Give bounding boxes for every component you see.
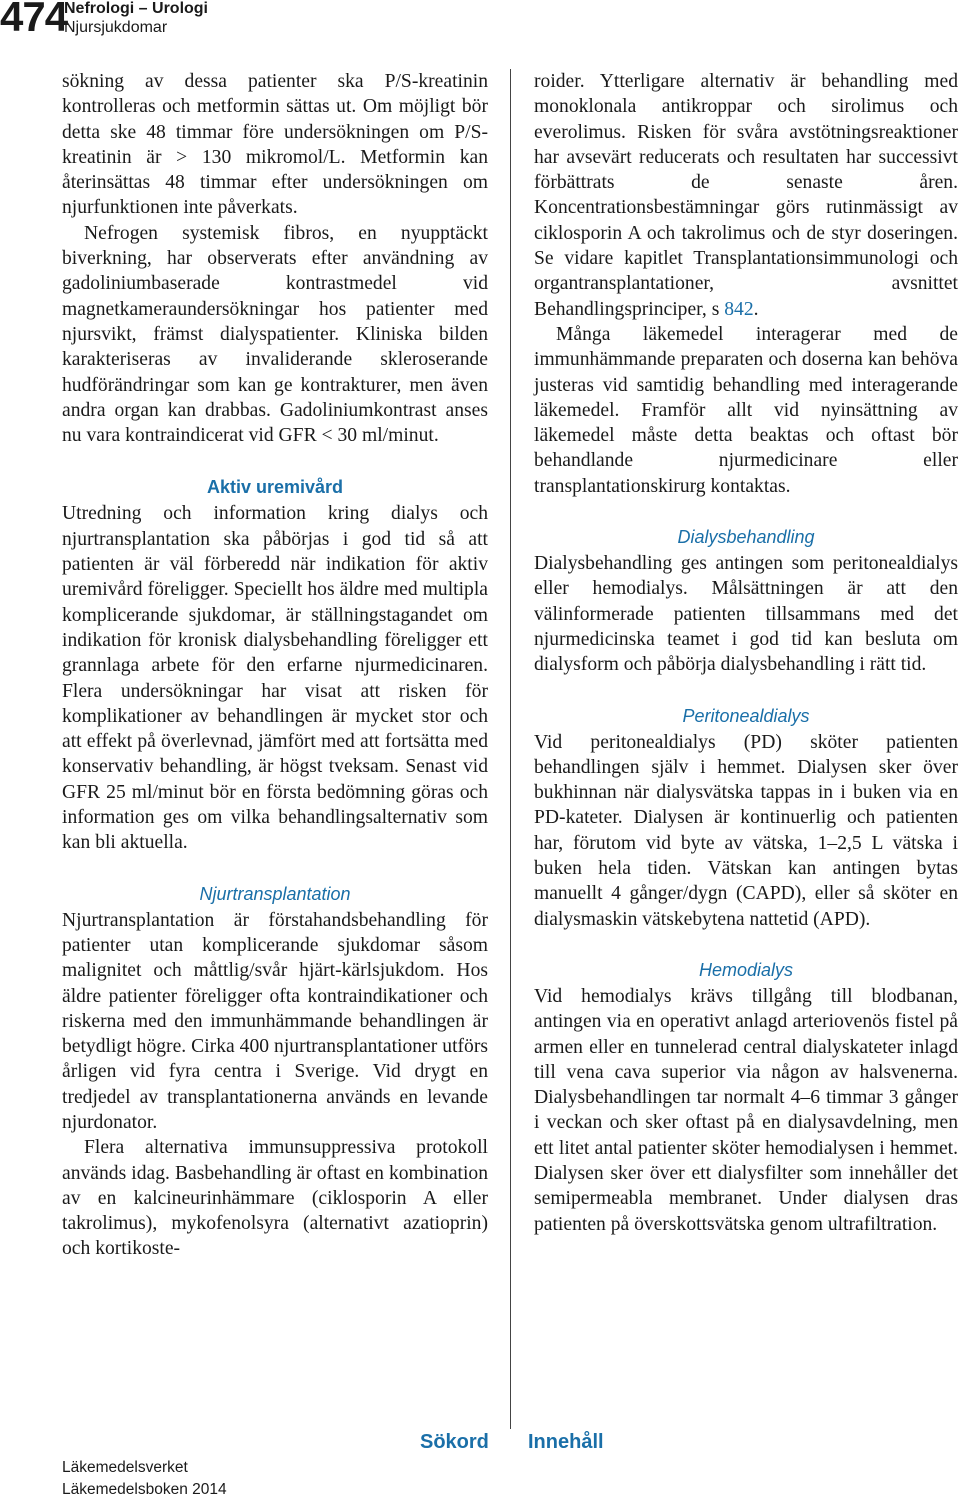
page-number: 474 bbox=[0, 0, 68, 40]
paragraph: Utredning och information kring dialys och njurtransplantation ska påbörjas i god tid så att patienten är väl förberedd när indikation för aktiv uremivård föreligger. Speciellt hos äldre med multipla komplicerande sjukdomar, är ställningstagandet om indikation för kronisk dialysbehandling föreligger ett grannlaga arbete för den erfarne njurmedicinaren. Flera undersökningar har visat att risken för komplikationer av behandlingen är mycket stor och att effekt på överlevnad, jämfört med att fortsätta med konservativ behandling, är högst tveksam. Senast vid GFR 25 ml/minut bör en första bedömning göras och information ges om vilka behandlingsalternativ som kan bli aktuella. bbox=[62, 503, 488, 854]
paragraph: Njurtransplantation är förstahandsbehandling för patienter utan komplicerande sjukdomar såsom malignitet och måttlig/svår hjärt-kärlsjukdom. Hos äldre patienter föreligger ofta kontraindikationer och riskerna med den immunhämmande behandlingen är betydligt högre. Cirka 400 njurtransplantationer utförs årligen vid fyra centra i Sverige. Vid drygt en tredjedel av transplantationerna används en levande njurdonator. bbox=[62, 909, 488, 1133]
paragraph bbox=[534, 69, 958, 322]
paragraph-text: . bbox=[753, 298, 759, 320]
section-heading-hemodialys: Hemodialys bbox=[698, 959, 794, 980]
chapter-subtitle: Njursjukdomar bbox=[64, 19, 168, 36]
paragraph: Många läkemedel interagerar med de immunhämmande preparaten och doserna kan behöva justeras vid samtidig behandling med interagerande läkemedel. Framför allt vid nyinsättning av läkemedel måste detta beaktas och oftast bör behandlande njurmedicinare eller transplantationskirurg kontaktas. bbox=[534, 323, 958, 497]
chapter-title: Nefrologi – Urologi bbox=[64, 0, 208, 17]
page-header bbox=[0, 0, 960, 44]
footer-publisher bbox=[62, 1457, 227, 1501]
sokord-link[interactable]: Sökord bbox=[420, 1431, 489, 1453]
paragraph: Nefrogen systemisk fibros, en nyupptäckt biverkning, har observerats efter användning av gadoliniumbaserade kontrastmedel vid magnetkameraundersökningar hos patienter med njursvikt, främst dialyspatienter. Kliniska bilden karakteriseras av invaliderande skleroserande hudförändringar som kan ge kontrakturer, men även andra organ kan drabbas. Gadoliniumkontrast anses nu vara kontraindicerat vid GFR < 30 ml/minut. bbox=[62, 222, 488, 447]
paragraph: Flera alternativa immunsuppressiva protokoll används idag. Basbehandling är oftast en kombination av en kalcineurinhämmare (ciklosporin A eller takrolimus), mykofenolsyra (alternativt azatioprin) och kortikoste- bbox=[62, 1137, 488, 1260]
right-column bbox=[534, 69, 958, 1237]
paragraph: Dialysbehandling ges antingen som peritonealdialys eller hemodialys. Målsättningen är att den välinformerade patienten tillsammans med det njurmedicinska teamet i god tid kan besluta om dialysform och påbörja dialysbehandling i rätt tid. bbox=[534, 553, 958, 676]
paragraph-text: roider. Ytterligare alternativ är behandling med monoklonala antikroppar och sirolimus och everolimus. Risken för svåra avstötningsreaktioner har avsevärt reducerats och resultaten har successivt förbättrats de senaste åren. Koncentrationsbestämningar görs rutinmässigt av ciklosporin A och takrolimus och de styr doseringen. Se vidare kapitlet Transplantationsimmunologi och organtransplantationer, avsnittet Behandlingsprinciper, s bbox=[534, 71, 958, 320]
section-heading-dialysbehandling: Dialysbehandling bbox=[677, 527, 815, 548]
column-divider bbox=[510, 69, 511, 1429]
innehall-link[interactable]: Innehåll bbox=[528, 1431, 604, 1453]
book-title: Läkemedelsboken 2014 bbox=[62, 1481, 227, 1498]
paragraph: Vid peritonealdialys (PD) sköter patienten behandlingen själv i hemmet. Dialysen sker över bukhinnan när dialysvätska tappas in i buken via en PD-kateter. Dialysen är kontinuerlig och patienten har, förutom vid byte av vätska, 1–2,5 L vätska i buken hela tiden. Vätskan kan antingen bytas manuellt 4 gånger/dygn (CAPD), eller så sköter en dialysmaskin vätskebytena nattetid (APD). bbox=[534, 731, 958, 930]
section-heading-peritonealdialys: Peritonealdialys bbox=[682, 705, 810, 726]
section-heading-njurtransplantation: Njurtransplantation bbox=[199, 883, 351, 904]
paragraph: Vid hemodialys krävs tillgång till blodbanan, antingen via en operativt anlagd arteriovenös fistel på armen eller en tunnelerad central dialyskateter inlagd till vena cava superior via någon av halsvenerna. Dialysbehandlingen tar normalt 4–6 timmar 3 gånger i veckan och sker oftast på en dialysavdelning, men ett litet antal patienter sköter hemodialysen i hemmet. Dialysen sker över ett dialysfilter som innehåller det semipermeabla membranet. Under dialysen dras patienten på överskottsvätska genom ultrafiltration. bbox=[534, 985, 958, 1235]
publisher-name: Läkemedelsverket bbox=[62, 1459, 188, 1476]
paragraph: sökning av dessa patienter ska P/S-kreatinin kontrolleras och metformin sättas ut. Om möjligt bör detta ske 48 timmar före undersökningen om P/S-kreatinin är > 130 mikromol/L. Metformin kan återinsättas 48 timmar efter undersökningen om njurfunktionen inte påverkats. bbox=[62, 71, 488, 219]
page-reference-link[interactable]: 842 bbox=[724, 298, 754, 320]
left-column bbox=[62, 69, 488, 1262]
section-heading-aktiv-uremivard: Aktiv uremivård bbox=[206, 477, 344, 498]
